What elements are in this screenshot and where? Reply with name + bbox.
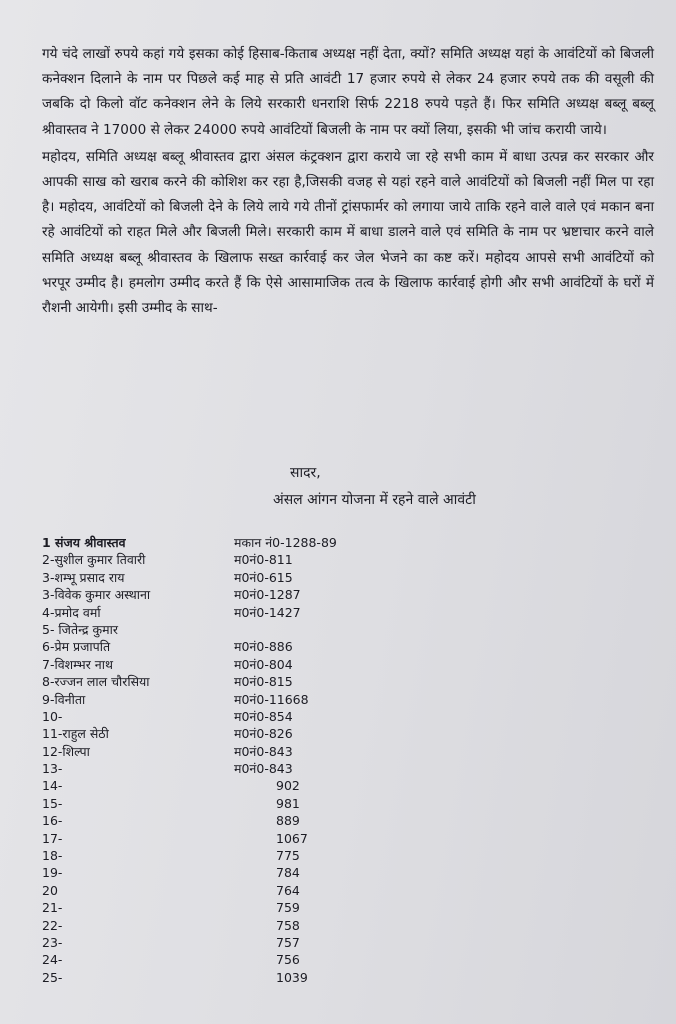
closing-signature: अंसल आंगन योजना में रहने वाले आवंटी [273, 492, 476, 508]
signatory-name: 2-सुशील कुमार तिवारी [42, 552, 146, 568]
signatory-name: 23- [42, 934, 63, 950]
signatory-name: 3-शम्भू प्रसाद राय [42, 569, 125, 585]
signatory-row [42, 691, 422, 708]
signatory-name: 13- [42, 761, 63, 777]
signatory-row [42, 830, 422, 847]
signatory-row [42, 917, 422, 934]
signatory-row [42, 708, 422, 725]
signatory-name: 11-राहुल सेठी [42, 726, 109, 742]
letter-paragraph-2: महोदय, समिति अध्यक्ष बब्लू श्रीवास्तव द्वारा अंसल कंट्रक्शन द्वारा कराये जा रहे सभी काम में बाधा उत्पन्न कर सरकार और आपकी साख को खराब करने की कोशिश कर रहा है,जिसकी वजह से यहां रहने वाले आवंटियों को बिजली नहीं मिल पा रहा है। महोदय, आवंटियों को बिजली देने के लिये लाये गये तीनों ट्रांसफार्मर को लगाया जाये ताकि रहने वाले वाले एवं मकान बना रहे आवंटियों को राहत मिले और बिजली मिले। सरकारी काम में बाधा डालने वाले एवं समिति के नाम पर भ्रष्टाचार करने वाले समिति अध्यक्ष बब्लू श्रीवास्तव के खिलाफ सख्त कार्रवाई कर जेल भेजने का कष्ट करें। महोदय आपसे सभी आवंटियों को भरपूर उम्मीद है। हमलोग उम्मीद करते हैं कि ऐसे आसामाजिक तत्व के खिलाफ कार्रवाई होगी और सभी आवंटियों के घरों में रौशनी आयेगी। इसी उम्मीद के साथ- [42, 148, 654, 317]
signatory-name: 20 [42, 882, 58, 898]
signatory-name: 14- [42, 778, 63, 794]
signatory-row [42, 638, 422, 655]
signatory-house-number: 784 [276, 865, 300, 881]
signatory-house-number: म0नं0-11668 [234, 691, 309, 707]
signatory-house-number: 775 [276, 848, 300, 864]
signatory-row [42, 760, 422, 777]
signatory-row [42, 934, 422, 951]
signatory-row [42, 551, 422, 568]
signatory-house-number: म0नं0-815 [234, 674, 293, 690]
signatory-row [42, 882, 422, 899]
signatory-house-number: म0नं0-811 [234, 552, 293, 568]
signatory-row [42, 743, 422, 760]
signatory-row [42, 725, 422, 742]
signatory-row [42, 586, 422, 603]
signatory-name: 24- [42, 952, 63, 968]
signatory-name: 17- [42, 830, 63, 846]
signatory-name: 9-विनीता [42, 691, 86, 707]
signatory-name: 22- [42, 917, 63, 933]
signatory-house-number: 902 [276, 778, 300, 794]
letter-paragraph-1: गये चंदे लाखों रुपये कहां गये इसका कोई हिसाब-किताब अध्यक्ष नहीं देता, क्यों? समिति अध्यक्ष यहां के आवंटियों को बिजली कनेक्शन दिलाने के नाम पर पिछले कई माह से प्रति आवंटी 17 हजार रुपये से लेकर 24 हजार रुपये तक की वसूली की जबकि दो किलो वॉट कनेक्शन लेने के लिये सरकारी धनराशि सिर्फ 2218 रुपये पड़ते हैं। फिर समिति अध्यक्ष बब्लू बब्लू श्रीवास्तव ने 17000 से लेकर 24000 रुपये आवंटियों बिजली के नाम पर क्यों लिया, इसकी भी जांच करायी जाये। [42, 46, 654, 138]
signatory-house-number: 757 [276, 934, 300, 950]
signatory-row [42, 777, 422, 794]
signatory-house-number: म0नं0-1427 [234, 604, 301, 620]
closing-salutation: सादर, [290, 465, 321, 481]
signatory-row [42, 795, 422, 812]
signatory-name: 1 संजय श्रीवास्तव [42, 535, 126, 550]
signatory-house-number: 756 [276, 952, 300, 968]
signatory-list [42, 534, 422, 986]
signatory-name: 18- [42, 848, 63, 864]
signatory-row [42, 621, 422, 638]
signatory-name: 21- [42, 900, 63, 916]
signatory-row [42, 534, 422, 551]
signatory-house-number: म0नं0-843 [234, 743, 293, 759]
signatory-row [42, 951, 422, 968]
signatory-row [42, 656, 422, 673]
signatory-row [42, 969, 422, 986]
signatory-name: 19- [42, 865, 63, 881]
signatory-name: 25- [42, 969, 63, 985]
signatory-row [42, 569, 422, 586]
signatory-house-number: 758 [276, 917, 300, 933]
signatory-row [42, 812, 422, 829]
signatory-row [42, 847, 422, 864]
signatory-name: 5- जितेन्द्र कुमार [42, 621, 118, 637]
signatory-house-number: 759 [276, 900, 300, 916]
signatory-row [42, 604, 422, 621]
signatory-name: 12-शिल्पा [42, 743, 90, 759]
signatory-house-number: म0नं0-804 [234, 656, 293, 672]
signatory-house-number: म0नं0-1287 [234, 587, 301, 603]
signatory-name: 3-विवेक कुमार अस्थाना [42, 587, 151, 603]
signatory-name: 15- [42, 795, 63, 811]
signatory-row [42, 899, 422, 916]
signatory-house-number: म0नं0-826 [234, 726, 293, 742]
signatory-house-number: 1067 [276, 830, 308, 846]
signatory-name: 16- [42, 813, 63, 829]
signatory-name: 8-रज्जन लाल चौरसिया [42, 674, 150, 690]
signatory-name: 7-विशम्भर नाथ [42, 656, 113, 672]
signatory-house-number: मकान नं0-1288-89 [234, 535, 337, 550]
signatory-name: 10- [42, 708, 63, 724]
letter-body [42, 42, 654, 321]
signatory-house-number: 889 [276, 813, 300, 829]
signatory-house-number: 981 [276, 795, 300, 811]
signatory-name: 6-प्रेम प्रजापति [42, 639, 111, 655]
signatory-house-number: म0नं0-843 [234, 761, 293, 777]
signatory-row [42, 673, 422, 690]
signatory-row [42, 864, 422, 881]
signatory-house-number: म0नं0-854 [234, 708, 293, 724]
signatory-house-number: म0नं0-615 [234, 569, 293, 585]
signatory-house-number: म0नं0-886 [234, 639, 293, 655]
signatory-name: 4-प्रमोद वर्मा [42, 604, 101, 620]
signatory-house-number: 1039 [276, 969, 308, 985]
signatory-house-number: 764 [276, 882, 300, 898]
